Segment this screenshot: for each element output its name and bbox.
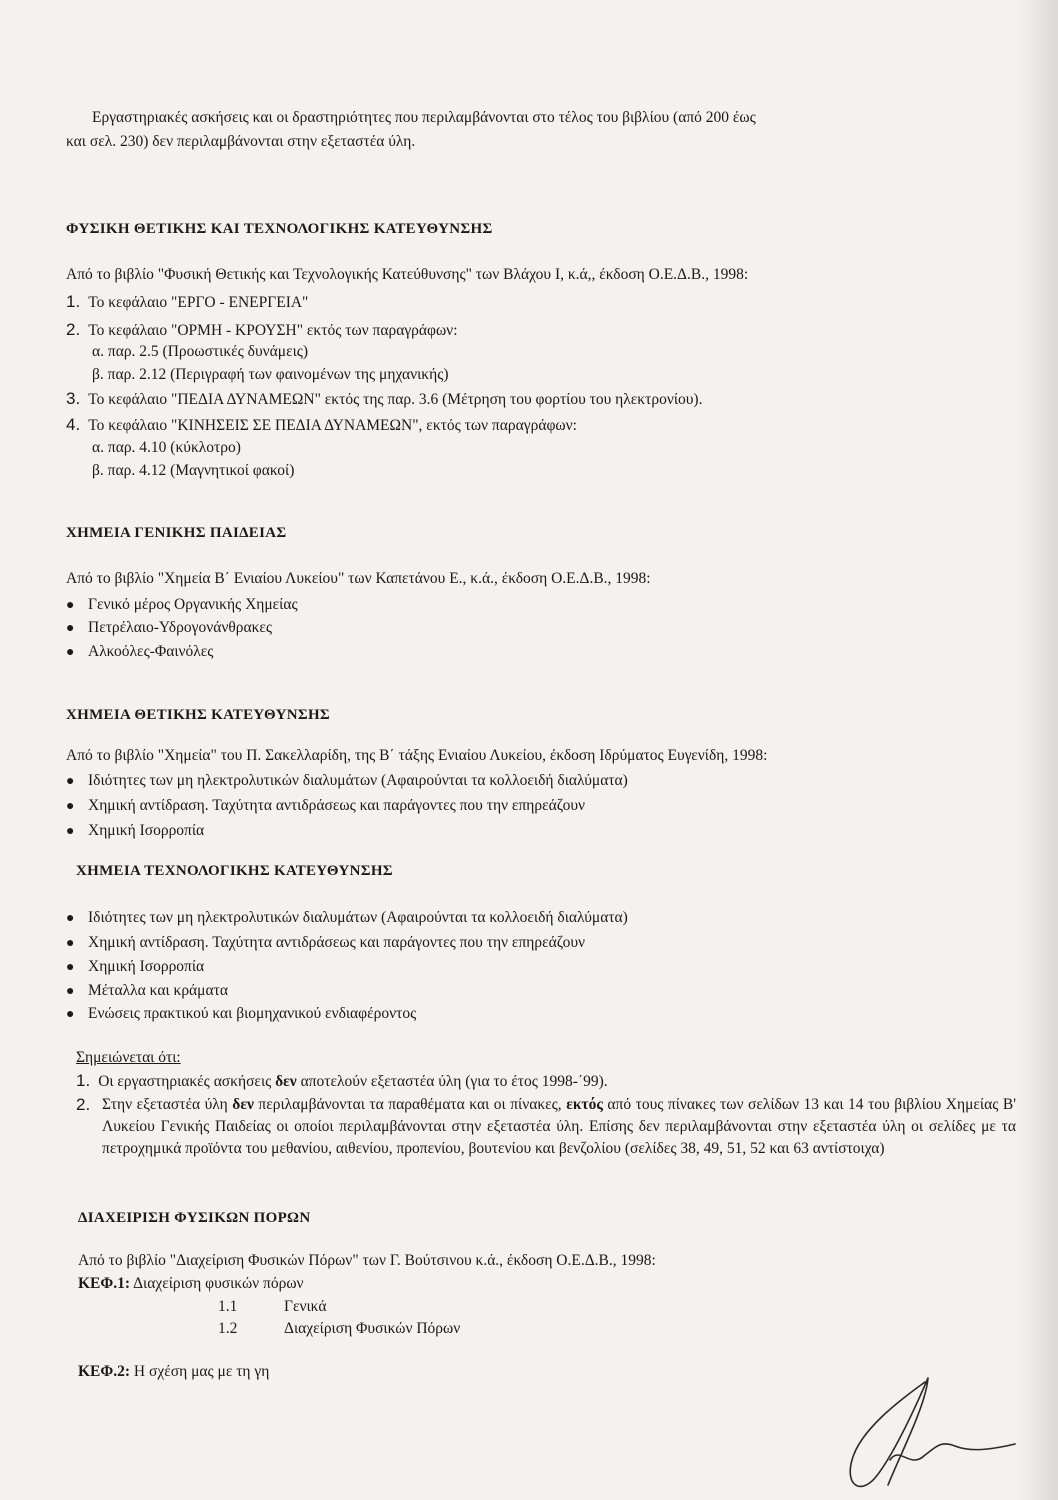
resources-chapter-2 (78, 1361, 269, 1383)
chapter-title: Η σχέση μας με τη γη (130, 1363, 270, 1380)
bullet-icon: ● (66, 645, 75, 660)
chem-positive-bullet (66, 820, 204, 843)
section-number: 1.1 (218, 1298, 238, 1315)
physics-sub-2b: β. παρ. 2.12 (Περιγραφή των φαινομένων της μηχανικής) (92, 366, 449, 383)
chem-general-bullet (66, 617, 272, 640)
item-number: 2. (66, 320, 81, 339)
note-text: Οι εργαστηριακές ασκήσεις (98, 1073, 276, 1090)
page-edge-shadow (1018, 0, 1058, 1500)
note-number: 2. (76, 1095, 91, 1114)
bullet-text: Ιδιότητες των μη ηλεκτρολυτικών διαλυμάτων (Αφαιρούνται τα κολλοειδή διαλύματα) (88, 772, 628, 789)
notes-heading: Σημειώνεται ότι: (76, 1049, 181, 1066)
intro-line-1: Εργαστηριακές ασκήσεις και οι δραστηριότητες που περιλαμβάνονται στο τέλος του βιβλίου (από 200 έως (92, 109, 756, 126)
chem-tech-bullet (66, 980, 228, 1003)
chapter-label: ΚΕΦ.2: (78, 1363, 131, 1380)
item-text: Το κεφάλαιο "ΟΡΜΗ - ΚΡΟΥΣΗ" εκτός των παραγράφων: (88, 322, 458, 339)
chem-positive-bullet (66, 770, 628, 793)
item-number: 4. (66, 415, 81, 434)
note-2-body (76, 1094, 1016, 1160)
resources-heading: ΔΙΑΧΕΙΡΙΣΗ ΦΥΣΙΚΩΝ ΠΟΡΩΝ (78, 1210, 311, 1226)
chem-tech-bullet (66, 907, 628, 930)
item-text: Το κεφάλαιο "ΠΕΔΙΑ ΔΥΝΑΜΕΩΝ" εκτός της παρ. 3.6 (Μέτρηση του φορτίου του ηλεκτρονίου). (88, 391, 703, 408)
bullet-icon: ● (66, 621, 75, 636)
bullet-icon: ● (66, 598, 75, 613)
physics-item-2 (66, 319, 458, 342)
physics-sub-2a: α. παρ. 2.5 (Προωστικές δυνάμεις) (92, 343, 309, 360)
chem-general-heading: ΧΗΜΕΙΑ ΓΕΝΙΚΗΣ ΠΑΙΔΕΙΑΣ (66, 525, 287, 541)
physics-item-4 (66, 414, 577, 437)
bullet-text: Χημική αντίδραση. Ταχύτητα αντιδράσεως και παράγοντες που την επηρεάζουν (88, 797, 586, 814)
note-bold: δεν (275, 1073, 297, 1090)
chem-general-source: Από το βιβλίο "Χημεία Β΄ Ενιαίου Λυκείου" των Καπετάνου Ε., κ.ά., έκδοση Ο.Ε.Δ.Β., 1998: (66, 570, 651, 587)
intro-line-2: και σελ. 230) δεν περιλαμβάνονται στην εξεταστέα ύλη. (66, 133, 416, 150)
bullet-icon: ● (66, 774, 75, 789)
physics-item-1 (66, 291, 308, 314)
physics-item-3 (66, 388, 702, 411)
physics-sub-4a: α. παρ. 4.10 (κύκλοτρο) (92, 439, 241, 456)
physics-source: Από το βιβλίο "Φυσική Θετικής και Τεχνολογικής Κατεύθυνσης" των Βλάχου Ι, κ.ά,, έκδοση Ο.Ε.Δ.Β., 1998: (66, 266, 749, 283)
note-text: Στην εξεταστέα ύλη (102, 1096, 233, 1113)
bullet-icon: ● (66, 936, 75, 951)
resources-chapter-1 (78, 1273, 304, 1295)
bullet-text: Γενικό μέρος Οργανικής Χημείας (88, 596, 298, 613)
chem-tech-bullet (66, 1003, 416, 1026)
bullet-text: Ιδιότητες των μη ηλεκτρολυτικών διαλυμάτων (Αφαιρούνται τα κολλοειδή διαλύματα) (88, 909, 628, 926)
bullet-icon: ● (66, 824, 75, 839)
item-text: Το κεφάλαιο "ΕΡΓΟ - ΕΝΕΡΓΕΙΑ" (88, 294, 309, 311)
bullet-icon: ● (66, 984, 75, 999)
bullet-text: Χημική Ισορροπία (88, 822, 205, 839)
note-text: από τους πίνακες των σελίδων 13 και 14 του βιβλίου Χημείας Β' Λυκείου Γενικής Παιδείας οι οποίοι περιλαμβάνονται στην εξεταστέα ύλη. Επίσης δεν περιλαμβάνονται στην εξεταστέα ύλη οι σελίδες με τα πετροχημικά προϊόντα του μεθανίου, αιθενίου, προπενίου, βουτενίου και βενζολίου (σελίδες 38, 49, 51, 52 και 63 αντίστοιχα) (102, 1096, 1017, 1157)
section-title: Γενικά (284, 1298, 327, 1315)
resources-section (218, 1296, 326, 1318)
bullet-text: Μέταλλα και κράματα (88, 982, 228, 999)
note-1 (76, 1070, 608, 1093)
chem-positive-bullet (66, 795, 585, 818)
bullet-text: Πετρέλαιο-Υδρογονάνθρακες (88, 619, 273, 636)
bullet-text: Ενώσεις πρακτικού και βιομηχανικού ενδιαφέροντος (88, 1005, 417, 1022)
note-number: 1. (76, 1071, 91, 1090)
chem-positive-heading: ΧΗΜΕΙΑ ΘΕΤΙΚΗΣ ΚΑΤΕΥΘΥΝΣΗΣ (66, 707, 331, 723)
chem-tech-bullet (66, 956, 204, 979)
section-title: Διαχείριση Φυσικών Πόρων (284, 1320, 461, 1337)
section-number: 1.2 (218, 1320, 238, 1337)
bullet-icon: ● (66, 911, 75, 926)
chem-positive-source: Από το βιβλίο "Χημεία" του Π. Σακελλαρίδη, της Β΄ τάξης Ενιαίου Λυκείου, έκδοση Ιδρύματος Ευγενίδη, 1998: (66, 747, 768, 764)
item-number: 1. (66, 292, 81, 311)
bullet-icon: ● (66, 960, 75, 975)
note-bold: δεν (232, 1096, 254, 1113)
bullet-icon: ● (66, 799, 75, 814)
chem-tech-bullet (66, 932, 585, 955)
item-text: Το κεφάλαιο "ΚΙΝΗΣΕΙΣ ΣΕ ΠΕΔΙΑ ΔΥΝΑΜΕΩΝ", εκτός των παραγράφων: (88, 417, 577, 434)
note-text: περιλαμβάνονται τα παραθέματα και οι πίνακες, (253, 1096, 567, 1113)
chem-general-bullet (66, 641, 213, 664)
item-number: 3. (66, 389, 81, 408)
note-bold: εκτός (566, 1096, 603, 1113)
physics-heading: ΦΥΣΙΚΗ ΘΕΤΙΚΗΣ ΚΑΙ ΤΕΧΝΟΛΟΓΙΚΗΣ ΚΑΤΕΥΘΥΝΣΗΣ (66, 221, 493, 237)
chem-tech-heading: ΧΗΜΕΙΑ ΤΕΧΝΟΛΟΓΙΚΗΣ ΚΑΤΕΥΘΥΝΣΗΣ (76, 863, 393, 879)
chem-general-bullet (66, 594, 298, 617)
note-2 (76, 1094, 1016, 1160)
bullet-text: Χημική αντίδραση. Ταχύτητα αντιδράσεως και παράγοντες που την επηρεάζουν (88, 934, 586, 951)
chapter-title: Διαχείριση φυσικών πόρων (130, 1275, 304, 1292)
chapter-label: ΚΕΦ.1: (78, 1275, 131, 1292)
physics-sub-4b: β. παρ. 4.12 (Μαγνητικοί φακοί) (92, 462, 295, 479)
note-text: αποτελούν εξεταστέα ύλη (για το έτος 1998-΄99). (296, 1073, 608, 1090)
resources-source: Από το βιβλίο "Διαχείριση Φυσικών Πόρων" των Γ. Βούτσινου κ.ά., έκδοση Ο.Ε.Δ.Β., 1998: (78, 1252, 656, 1269)
bullet-text: Αλκοόλες-Φαινόλες (88, 643, 214, 660)
signature (830, 1360, 1020, 1500)
bullet-text: Χημική Ισορροπία (88, 958, 205, 975)
resources-section (218, 1318, 460, 1340)
bullet-icon: ● (66, 1007, 75, 1022)
